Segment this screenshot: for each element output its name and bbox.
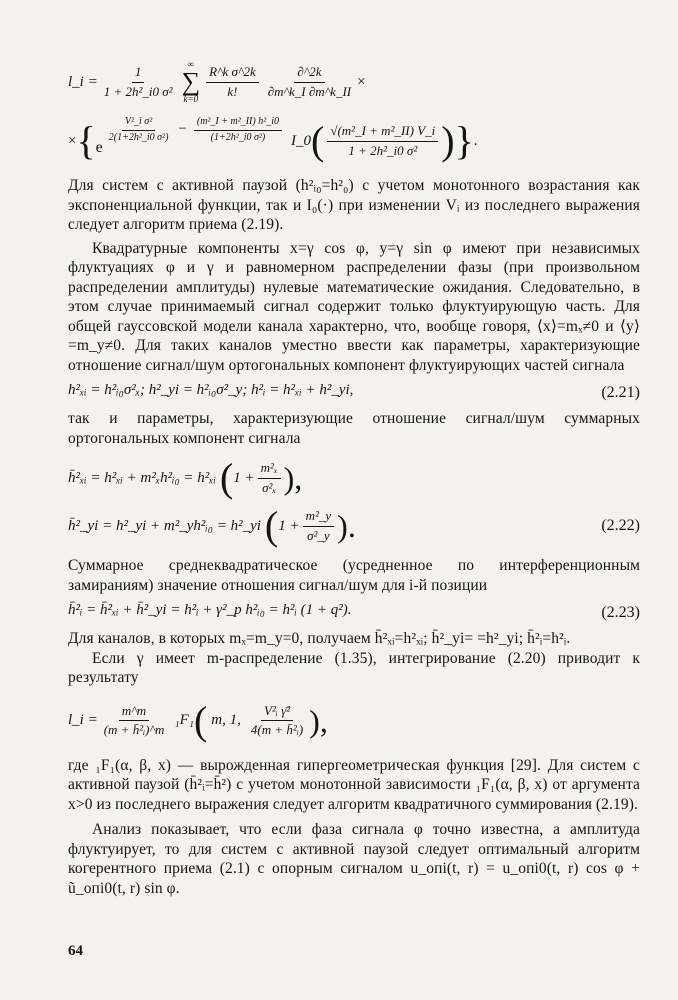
fraction-numerator: (m²_I + m²_II) h²_i0 (194, 116, 282, 131)
paragraph-8: Анализ показывает, что если фаза сигнала φ точно известна, а амплитуда флуктуирует, то для систем с активной паузой следует оптимальный алгоритм когерентного приема (2.1) с опорным сигналом u_опi(t, r) = u_опi0(t, r) cos φ + ũ_опi0(t, r) sin φ. (68, 821, 640, 897)
equation-2-20-line2 (68, 110, 640, 172)
equation-2-23 (68, 601, 640, 625)
left-paren: ( (264, 503, 279, 548)
paragraph-4: Суммарное среднеквадратическое (усредненное по интерференционным замираниям) значение отношения сигнал/шум для i-й позиции (68, 557, 640, 594)
equation-number: (2.21) (601, 384, 640, 401)
equation-lhs: l_i = (68, 712, 98, 729)
paragraph-2: Квадратурные компоненты x=γ cos φ, y=γ sin φ имеют при независимых флуктуациях φ и γ и равномерном распределении фазы (при произвольном распределении амплитуды) нулевые математические ожидания. Следовательно, в этом случае принимаемый сигнал содержит только флуктуирующую часть. Для общей гауссовской модели канала характерно, что, вообще говоря, ⟨x⟩=mₓ≠0 и ⟨y⟩=m_y≠0. Для таких каналов уместно ввести как параметры, характеризующие отношение сигнал/шум ортогональных компонент флуктуирующих частей сигнала (68, 239, 640, 374)
equation-fraction (303, 508, 335, 544)
fraction-denominator: ∂m^k_I ∂m^k_II (267, 83, 352, 99)
left-paren: ( (193, 697, 208, 743)
exp-base: e (95, 139, 103, 156)
exponent-fraction (194, 116, 282, 144)
eq-fraction (101, 64, 176, 100)
right-brace: } (454, 118, 474, 163)
fraction-denominator: 1 + 2h²_i0 σ² (348, 142, 418, 158)
fraction-denominator: σ²_y (307, 527, 330, 543)
fraction-numerator: V²ᵢ γ̄² (261, 703, 293, 721)
paragraph-3: так и параметры, характеризующие отношение сигнал/шум суммарных ортогональных компонент сигнала (68, 410, 640, 447)
right-paren: ). (337, 508, 356, 544)
fraction-numerator: ∂^2k (294, 64, 324, 82)
equation-text: h²ₓᵢ = h²ᵢ₀σ²ₓ; h²_yi = h²ᵢ₀σ²_y; h²ᵢ = h²ₓᵢ + h²_yi, (68, 382, 354, 398)
equation-fraction (258, 460, 281, 496)
sigma-symbol: ∑ (181, 67, 201, 97)
paragraph-1: Для систем с активной паузой (h²ᵢ₀=h²₀) с учетом монотонного возрастания как экспоненциальной функции, так и I₀(·) при изменении Vᵢ из последнего выражения следует алгоритм приема (2.19). (68, 177, 640, 233)
equation-fraction (248, 703, 306, 739)
equation-text: h̄²ᵢ = h̄²ₓᵢ + h̄²_yi = h²ᵢ + γ²_p h²ᵢ₀ = h²ᵢ (1 + q²). (68, 602, 352, 618)
right-paren: ), (309, 702, 328, 739)
equation-2-21 (68, 381, 640, 405)
fraction-denominator: 1 + 2h²_i0 σ² (103, 83, 173, 99)
left-brace: { (76, 118, 96, 163)
equation-2-20-line1 (68, 54, 640, 110)
function-arguments: m, 1, (211, 712, 241, 729)
minus-sign: − (178, 121, 187, 137)
paragraph-5: Для каналов, в которых mₓ=m_y=0, получаем h̄²ₓᵢ=h²ₓᵢ; h̄²_yi= =h²_yi; h̄²ᵢ=h²ᵢ. (68, 630, 571, 647)
page-body (68, 54, 640, 898)
left-paren: ( (311, 118, 325, 163)
equation-number: (2.23) (601, 604, 640, 621)
fraction-denominator: (m + h̄²ᵢ)^m (103, 722, 165, 737)
fraction-numerator: m^m (119, 703, 149, 721)
fraction-denominator: k! (227, 83, 238, 99)
left-paren: ( (219, 455, 234, 500)
one-plus: 1 + (233, 469, 255, 486)
equation-fraction (101, 703, 168, 739)
bessel-argument-fraction (327, 123, 438, 159)
paragraph-6: Если γ имеет m-распределение (1.35), интегрирование (2.20) приводит к результату (68, 649, 640, 686)
fraction-numerator: 1 (132, 64, 145, 82)
eq-fraction (206, 64, 259, 100)
sum-operator (182, 59, 201, 105)
one-plus: 1 + (278, 517, 300, 534)
equation-lhs: h̄²_yi = h²_yi + m²_yh²ᵢ₀ = h²_yi (68, 517, 261, 534)
fraction-numerator: V²_i σ² (122, 116, 155, 131)
fraction-denominator: (1+2h²_i0 σ²) (210, 131, 266, 143)
exponent-fraction (106, 116, 172, 144)
times-sign: × (68, 132, 77, 149)
equation-m-distribution (68, 692, 640, 750)
fraction-denominator: σ²ₓ (262, 479, 277, 495)
bessel-function: I_0 (291, 132, 311, 149)
right-paren: ), (283, 460, 303, 496)
fraction-numerator: m²ₓ (258, 460, 281, 478)
period: . (473, 132, 478, 149)
equation-lhs: h̄²ₓᵢ = h²ₓᵢ + m²ₓh²ᵢ₀ = h²ₓᵢ (68, 469, 216, 486)
fraction-numerator: √(m²_I + m²_II) V_i (327, 123, 438, 141)
equation-number: (2.22) (601, 517, 640, 534)
hypergeometric-function: ₁F₁ (174, 712, 194, 729)
equation-2-22b (68, 502, 640, 550)
equation-2-22a (68, 454, 640, 502)
fraction-denominator: 2(1+2h²_i0 σ²) (108, 131, 169, 143)
page-number: 64 (68, 943, 83, 959)
eq-fraction (265, 64, 354, 100)
sum-upper-limit: ∞ (187, 59, 195, 70)
eq-lhs: l_i = (68, 73, 98, 90)
fraction-numerator: R^k σ^2k (206, 64, 259, 82)
fraction-numerator: m²_y (303, 508, 335, 526)
times-sign: × (357, 73, 366, 90)
right-paren: ) (441, 118, 455, 163)
paragraph-7: где ₁F₁(α, β, x) — вырожденная гипергеометрическая функция [29]. Для систем с активной паузой (h̄²ᵢ=h̄²) с учетом монотонной зависимости ₁F₁(α, β, x) от аргумента x>0 из последнего выражения следует алгоритм квадратичного суммирования (2.19). (68, 756, 640, 813)
sum-lower-limit: k=0 (183, 93, 199, 104)
fraction-denominator: 4(m + h̄²ᵢ) (250, 722, 304, 737)
